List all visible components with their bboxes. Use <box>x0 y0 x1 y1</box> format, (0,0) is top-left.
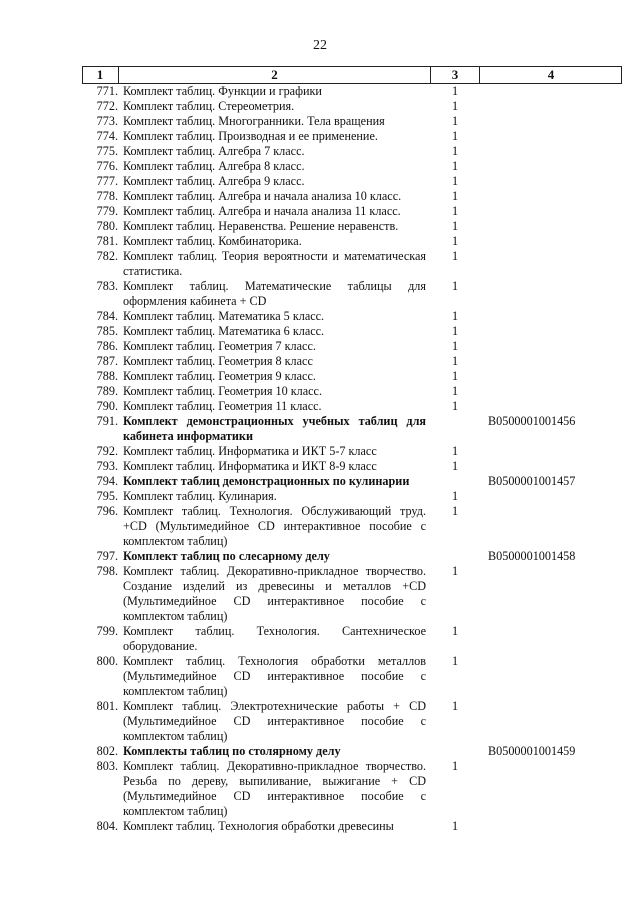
table-row <box>0 309 640 324</box>
row-description: Комплект таблиц. Комбинаторика. <box>123 234 302 248</box>
row-description: Комплект таблиц. Технология. Обслуживающий труд. +CD (Мультимедийное CD интерактивное пособие с комплектом таблиц) <box>123 504 426 548</box>
row-description: Комплект таблиц. Кулинария. <box>123 489 277 503</box>
row-quantity: 1 <box>451 369 459 383</box>
row-quantity: 1 <box>451 384 459 398</box>
row-quantity: 1 <box>451 279 459 293</box>
row-quantity: 1 <box>451 324 459 338</box>
row-number: 773. <box>96 114 118 128</box>
row-description: Комплект таблиц. Производная и ее применение. <box>123 129 378 143</box>
row-number: 804. <box>96 819 118 833</box>
row-number: 795. <box>96 489 118 503</box>
row-description: Комплект таблиц. Информатика и ИКТ 5-7 класс <box>123 444 377 458</box>
row-description: Комплект таблиц. Алгебра 9 класс. <box>123 174 305 188</box>
table-row <box>0 339 640 354</box>
table-row <box>0 654 640 699</box>
row-description: Комплект таблиц. Математика 5 класс. <box>123 309 325 323</box>
table-row <box>0 384 640 399</box>
table-row <box>0 159 640 174</box>
row-quantity: 1 <box>451 399 459 413</box>
table-row <box>0 744 640 759</box>
table-row <box>0 204 640 219</box>
table-row <box>0 444 640 459</box>
row-number: 797. <box>96 549 118 563</box>
table-row <box>0 399 640 414</box>
row-quantity: 1 <box>451 459 459 473</box>
row-number: 777. <box>96 174 118 188</box>
row-quantity: 1 <box>451 309 459 323</box>
row-description: Комплект таблиц. Неравенства. Решение неравенств. <box>123 219 399 233</box>
column-divider <box>621 67 622 83</box>
row-description: Комплект таблиц. Технология обработки металлов (Мультимедийное CD интерактивное пособие с комплектом таблиц) <box>123 654 426 698</box>
column-divider <box>118 67 119 83</box>
row-code: B0500001001458 <box>488 549 576 563</box>
row-number: 796. <box>96 504 118 518</box>
table-row <box>0 369 640 384</box>
table-row <box>0 144 640 159</box>
row-description: Комплект таблиц. Алгебра и начала анализа 11 класс. <box>123 204 401 218</box>
table-row <box>0 324 640 339</box>
row-number: 788. <box>96 369 118 383</box>
table-row <box>0 504 640 549</box>
table-row <box>0 219 640 234</box>
row-quantity: 1 <box>451 204 459 218</box>
row-description: Комплект таблиц. Технология. Сантехническое оборудование. <box>123 624 426 653</box>
row-number: 785. <box>96 324 118 338</box>
row-number: 778. <box>96 189 118 203</box>
table-row <box>0 699 640 744</box>
row-quantity: 1 <box>451 219 459 233</box>
row-description: Комплект таблиц. Многогранники. Тела вращения <box>123 114 385 128</box>
row-number: 803. <box>96 759 118 773</box>
row-description: Комплект таблиц. Декоративно-прикладное творчество. Создание изделий из древесины и металлов +CD (Мультимедийное CD интерактивное пособие с комплектом таблиц) <box>123 564 426 623</box>
row-description: Комплект таблиц. Геометрия 7 класс. <box>123 339 316 353</box>
row-number: 780. <box>96 219 118 233</box>
table-row <box>0 354 640 369</box>
row-number: 771. <box>96 84 118 98</box>
table-row <box>0 459 640 474</box>
row-number: 799. <box>96 624 118 638</box>
row-number: 774. <box>96 129 118 143</box>
row-description: Комплект демонстрационных учебных таблиц для кабинета информатики <box>123 414 426 443</box>
row-quantity: 1 <box>451 249 459 263</box>
table-row <box>0 489 640 504</box>
row-quantity: 1 <box>451 174 459 188</box>
row-description: Комплект таблиц. Геометрия 11 класс. <box>123 399 322 413</box>
row-number: 787. <box>96 354 118 368</box>
column-header-4: 4 <box>547 67 555 82</box>
row-description: Комплект таблиц. Геометрия 10 класс. <box>123 384 323 398</box>
row-quantity: 1 <box>451 144 459 158</box>
column-header-1: 1 <box>96 67 104 82</box>
table-row <box>0 129 640 144</box>
row-description: Комплект таблиц. Декоративно-прикладное творчество. Резьба по дереву, выпиливание, выжигание + CD (Мультимедийное CD интерактивное пособие с комплектом таблиц) <box>123 759 426 818</box>
row-quantity: 1 <box>451 129 459 143</box>
row-description: Комплект таблиц. Алгебра 8 класс. <box>123 159 305 173</box>
row-number: 781. <box>96 234 118 248</box>
row-description: Комплект таблиц. Алгебра 7 класс. <box>123 144 305 158</box>
row-quantity: 1 <box>451 444 459 458</box>
row-quantity: 1 <box>451 114 459 128</box>
row-number: 783. <box>96 279 118 293</box>
row-description: Комплект таблиц. Алгебра и начала анализа 10 класс. <box>123 189 402 203</box>
row-number: 772. <box>96 99 118 113</box>
row-quantity: 1 <box>451 234 459 248</box>
row-number: 790. <box>96 399 118 413</box>
row-number: 776. <box>96 159 118 173</box>
row-number: 786. <box>96 339 118 353</box>
column-header-3: 3 <box>451 67 459 82</box>
row-description: Комплект таблиц. Технология обработки древесины <box>123 819 394 833</box>
row-description: Комплект таблиц. Теория вероятности и математическая статистика. <box>123 249 426 278</box>
column-header-2: 2 <box>271 67 278 82</box>
row-number: 791. <box>96 414 118 428</box>
row-number: 801. <box>96 699 118 713</box>
table-row <box>0 549 640 564</box>
row-description: Комплект таблиц. Геометрия 9 класс. <box>123 369 316 383</box>
table-row <box>0 414 640 444</box>
table-row <box>0 174 640 189</box>
row-quantity: 1 <box>451 699 459 713</box>
row-description: Комплект таблиц. Стереометрия. <box>123 99 295 113</box>
row-number: 782. <box>96 249 118 263</box>
table-row <box>0 564 640 624</box>
row-quantity: 1 <box>451 654 459 668</box>
table-row <box>0 624 640 654</box>
table-row <box>0 114 640 129</box>
table-row <box>0 99 640 114</box>
row-code: B0500001001457 <box>488 474 576 488</box>
row-description: Комплект таблиц демонстрационных по кулинарии <box>123 474 410 488</box>
column-divider <box>479 67 480 83</box>
row-number: 775. <box>96 144 118 158</box>
row-number: 779. <box>96 204 118 218</box>
row-description: Комплект таблиц. Математика 6 класс. <box>123 324 325 338</box>
row-description: Комплект таблиц. Информатика и ИКТ 8-9 класс <box>123 459 377 473</box>
row-quantity: 1 <box>451 759 459 773</box>
column-divider <box>82 67 83 83</box>
row-number: 798. <box>96 564 118 578</box>
column-divider <box>430 67 431 83</box>
row-description: Комплекты таблиц по столярному делу <box>123 744 341 758</box>
table-row <box>0 84 640 99</box>
row-number: 784. <box>96 309 118 323</box>
table-row <box>0 279 640 309</box>
row-code: B0500001001459 <box>488 744 576 758</box>
row-quantity: 1 <box>451 339 459 353</box>
row-description: Комплект таблиц. Функции и графики <box>123 84 322 98</box>
table-row <box>0 819 640 834</box>
row-number: 800. <box>96 654 118 668</box>
page-number: 22 <box>313 38 327 53</box>
row-quantity: 1 <box>451 159 459 173</box>
row-quantity: 1 <box>451 189 459 203</box>
row-number: 794. <box>96 474 118 488</box>
row-quantity: 1 <box>451 819 459 833</box>
row-quantity: 1 <box>451 99 459 113</box>
row-quantity: 1 <box>451 504 459 518</box>
row-description: Комплект таблиц. Электротехнические работы + CD (Мультимедийное CD интерактивное пособие с комплектом таблиц) <box>123 699 426 743</box>
table-row <box>0 189 640 204</box>
row-quantity: 1 <box>451 564 459 578</box>
row-quantity: 1 <box>451 489 459 503</box>
row-number: 789. <box>96 384 118 398</box>
row-quantity: 1 <box>451 84 459 98</box>
row-description: Комплект таблиц. Математические таблицы для оформления кабинета + CD <box>123 279 426 308</box>
table-body <box>0 84 640 834</box>
row-number: 793. <box>96 459 118 473</box>
row-number: 802. <box>96 744 118 758</box>
row-code: B0500001001456 <box>488 414 576 428</box>
row-quantity: 1 <box>451 624 459 638</box>
row-description: Комплект таблиц по слесарному делу <box>123 549 330 563</box>
table-row <box>0 234 640 249</box>
table-row <box>0 249 640 279</box>
row-description: Комплект таблиц. Геометрия 8 класс <box>123 354 313 368</box>
row-quantity: 1 <box>451 354 459 368</box>
table-row <box>0 474 640 489</box>
table-row <box>0 759 640 819</box>
row-number: 792. <box>96 444 118 458</box>
